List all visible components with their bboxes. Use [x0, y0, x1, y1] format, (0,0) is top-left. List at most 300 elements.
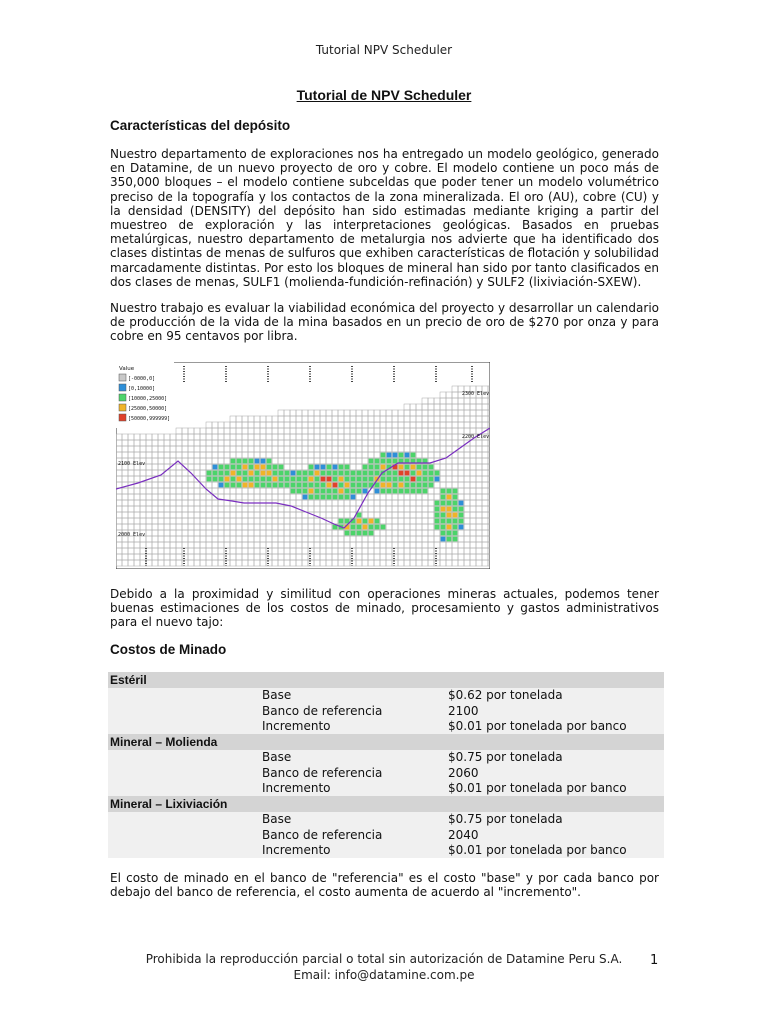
- paragraph-deposit-description: Nuestro departamento de exploraciones nos ha entregado un modelo geológico, generado en Datamine, de un nuevo proyecto de oro y cobre. El modelo contiene un poco más de 350,000 bloques – el modelo contiene subceldas que poder tener un modelo volumétrico preciso de la topografía y los contactos de la zona mineralizada. El oro (AU), cobre (CU) y la densidad (DENSITY) del depósito han sido estimadas mediante kriging a partir del muestreo de exploración y las interpretaciones geológicas. Basados en pruebas metalúrgicas, nuestro departamento de metalurgia nos advierte que ha identificado dos clases distintas de menas de sulfuros que exhiben características de flotación y solubilidad marcadamente distintas. Por esto los bloques de mineral han sido por tanto clasificados en dos clases de menas, SULF1 (molienda-fundición-refinación) y SULF2 (lixiviación-SXEW).: [110, 147, 659, 289]
- ore-block: [351, 483, 356, 488]
- ore-block: [309, 465, 314, 470]
- ore-block: [309, 495, 314, 500]
- ore-block: [339, 489, 344, 494]
- ore-block: [327, 483, 332, 488]
- ore-block: [243, 471, 248, 476]
- ore-block: [453, 513, 458, 518]
- ore-block: [339, 477, 344, 482]
- ore-block: [237, 465, 242, 470]
- ore-block: [303, 477, 308, 482]
- ore-block: [387, 459, 392, 464]
- ore-block: [339, 519, 344, 524]
- ore-block: [297, 477, 302, 482]
- row-label: Base: [260, 750, 446, 766]
- ore-block: [327, 477, 332, 482]
- ore-block: [405, 483, 410, 488]
- ore-block: [351, 477, 356, 482]
- ore-block: [441, 525, 446, 530]
- ore-block: [369, 531, 374, 536]
- ore-block: [387, 471, 392, 476]
- document-title: Tutorial de NPV Scheduler: [296, 87, 472, 103]
- ore-block: [363, 483, 368, 488]
- row-label: Banco de referencia: [260, 703, 446, 719]
- ore-block: [225, 477, 230, 482]
- ore-block: [387, 489, 392, 494]
- ore-block: [285, 483, 290, 488]
- elevation-label: 2200 Elev: [462, 434, 490, 440]
- ore-block: [339, 483, 344, 488]
- ore-block: [375, 459, 380, 464]
- ore-block: [363, 471, 368, 476]
- paragraph-cost-intro: Debido a la proximidad y similitud con operaciones mineras actuales, podemos tener buenas estimaciones de los costos de minado, procesamiento y gastos administrativos para el nuevo tajo:: [110, 587, 659, 630]
- ore-block: [249, 477, 254, 482]
- ore-block: [321, 465, 326, 470]
- ore-block: [261, 459, 266, 464]
- legend-label: [25000,50000]: [128, 406, 168, 412]
- table-row: [108, 703, 664, 719]
- ore-block: [315, 471, 320, 476]
- ore-block: [381, 489, 386, 494]
- ore-block: [243, 483, 248, 488]
- ore-block: [387, 477, 392, 482]
- ore-block: [333, 489, 338, 494]
- ore-block: [399, 453, 404, 458]
- ore-block: [399, 477, 404, 482]
- ore-block: [255, 471, 260, 476]
- legend-swatch: [119, 414, 126, 421]
- ore-block: [231, 471, 236, 476]
- ore-block: [363, 525, 368, 530]
- ore-block: [441, 489, 446, 494]
- ore-block: [441, 501, 446, 506]
- ore-block: [459, 519, 464, 524]
- ore-block: [375, 471, 380, 476]
- row-value: $0.01 por tonelada por banco: [446, 781, 664, 797]
- ore-block: [297, 489, 302, 494]
- ore-block: [423, 489, 428, 494]
- ore-block: [327, 489, 332, 494]
- ore-block: [429, 477, 434, 482]
- ore-block: [333, 477, 338, 482]
- ore-block: [387, 453, 392, 458]
- row-label: Base: [260, 812, 446, 828]
- ore-block: [363, 531, 368, 536]
- ore-block: [369, 525, 374, 530]
- ore-block: [453, 525, 458, 530]
- ore-block: [453, 489, 458, 494]
- ore-block: [381, 465, 386, 470]
- ore-block: [369, 477, 374, 482]
- ore-block: [207, 471, 212, 476]
- ore-block: [345, 531, 350, 536]
- ore-block: [351, 495, 356, 500]
- row-value: $0.01 por tonelada por banco: [446, 719, 664, 735]
- ore-block: [381, 483, 386, 488]
- group-name: Mineral – Lixiviación: [108, 796, 664, 812]
- ore-block: [357, 519, 362, 524]
- row-value: $0.75 por tonelada: [446, 812, 664, 828]
- ore-block: [423, 483, 428, 488]
- elevation-label: 2300 Elev: [462, 391, 490, 397]
- ore-block: [453, 537, 458, 542]
- ore-block: [393, 459, 398, 464]
- row-label: Incremento: [260, 781, 446, 797]
- ore-block: [261, 477, 266, 482]
- ore-block: [273, 483, 278, 488]
- table-row: [108, 688, 664, 704]
- ore-block: [417, 489, 422, 494]
- ore-block: [447, 525, 452, 530]
- ore-block: [435, 525, 440, 530]
- ore-block: [237, 483, 242, 488]
- ore-block: [399, 483, 404, 488]
- legend-swatch: [119, 394, 126, 401]
- ore-block: [273, 477, 278, 482]
- ore-block: [429, 471, 434, 476]
- running-header: Tutorial NPV Scheduler: [315, 43, 453, 57]
- ore-block: [321, 471, 326, 476]
- ore-block: [453, 495, 458, 500]
- ore-block: [345, 483, 350, 488]
- ore-block: [267, 477, 272, 482]
- ore-block: [225, 471, 230, 476]
- ore-block: [459, 507, 464, 512]
- ore-block: [381, 453, 386, 458]
- ore-block: [237, 477, 242, 482]
- ore-block: [291, 471, 296, 476]
- ore-block: [447, 519, 452, 524]
- paragraph-project-goal: Nuestro trabajo es evaluar la viabilidad económica del proyecto y desarrollar un calendario de producción de la vida de la mina basados en un precio de oro de $270 por onza y para cobre en 95 centavos por libra.: [110, 301, 659, 344]
- ore-block: [297, 471, 302, 476]
- ore-block: [405, 471, 410, 476]
- ore-block: [405, 453, 410, 458]
- ore-block: [267, 459, 272, 464]
- ore-block: [351, 489, 356, 494]
- ore-block: [459, 525, 464, 530]
- ore-block: [309, 483, 314, 488]
- ore-block: [213, 465, 218, 470]
- ore-block: [267, 483, 272, 488]
- footer-email: Email: info@datamine.com.pe: [293, 968, 475, 982]
- ore-block: [279, 465, 284, 470]
- ore-block: [327, 471, 332, 476]
- ore-block: [423, 477, 428, 482]
- ore-block: [363, 465, 368, 470]
- ore-block: [261, 471, 266, 476]
- ore-block: [255, 477, 260, 482]
- ore-block: [309, 477, 314, 482]
- ore-block: [345, 495, 350, 500]
- row-label: Incremento: [260, 719, 446, 735]
- ore-block: [441, 537, 446, 542]
- ore-block: [225, 465, 230, 470]
- ore-block: [249, 465, 254, 470]
- ore-block: [219, 477, 224, 482]
- ore-block: [363, 519, 368, 524]
- ore-block: [213, 471, 218, 476]
- ore-block: [447, 495, 452, 500]
- ore-block: [237, 459, 242, 464]
- row-label: Incremento: [260, 843, 446, 859]
- ore-block: [261, 483, 266, 488]
- ore-block: [243, 477, 248, 482]
- footer-copyright: Prohibida la reproducción parcial o total sin autorización de Datamine Peru S.A.: [145, 952, 623, 966]
- ore-block: [375, 465, 380, 470]
- ore-block: [231, 483, 236, 488]
- ore-block: [339, 495, 344, 500]
- table-group-header: [108, 796, 664, 812]
- ore-block: [435, 471, 440, 476]
- ore-block: [369, 465, 374, 470]
- ore-block: [447, 531, 452, 536]
- ore-block: [267, 465, 272, 470]
- ore-block: [441, 531, 446, 536]
- ore-block: [453, 501, 458, 506]
- ore-block: [243, 465, 248, 470]
- ore-block: [441, 495, 446, 500]
- ore-block: [429, 483, 434, 488]
- ore-block: [351, 471, 356, 476]
- ore-block: [231, 477, 236, 482]
- page-number: 1: [650, 953, 659, 968]
- ore-block: [435, 501, 440, 506]
- section-heading-deposit: Características del depósito: [110, 118, 291, 133]
- ore-block: [297, 483, 302, 488]
- ore-block: [309, 489, 314, 494]
- section-heading-mining-costs: Costos de Minado: [110, 642, 227, 657]
- ore-block: [345, 477, 350, 482]
- row-label: Banco de referencia: [260, 765, 446, 781]
- ore-block: [249, 483, 254, 488]
- ore-block: [249, 459, 254, 464]
- ore-block: [423, 471, 428, 476]
- ore-block: [303, 483, 308, 488]
- row-label: Base: [260, 688, 446, 704]
- ore-block: [237, 471, 242, 476]
- ore-block: [441, 507, 446, 512]
- group-name: Mineral – Molienda: [108, 734, 664, 750]
- ore-block: [441, 513, 446, 518]
- ore-block: [393, 453, 398, 458]
- ore-block: [321, 483, 326, 488]
- ore-block: [459, 501, 464, 506]
- ore-block: [243, 459, 248, 464]
- table-group-header: [108, 734, 664, 750]
- ore-block: [447, 507, 452, 512]
- legend-label: [10000,25000]: [128, 396, 168, 402]
- ore-block: [405, 477, 410, 482]
- ore-block: [423, 465, 428, 470]
- table-group-header: [108, 672, 664, 688]
- ore-block: [249, 471, 254, 476]
- ore-block: [363, 489, 368, 494]
- legend-swatch: [119, 374, 126, 381]
- table-row: [108, 750, 664, 766]
- ore-block: [399, 465, 404, 470]
- ore-block: [447, 537, 452, 542]
- ore-block: [417, 483, 422, 488]
- ore-block: [357, 531, 362, 536]
- ore-block: [219, 483, 224, 488]
- ore-block: [231, 459, 236, 464]
- ore-block: [369, 519, 374, 524]
- mining-costs-table: [108, 672, 664, 858]
- ore-block: [447, 513, 452, 518]
- ore-block: [357, 513, 362, 518]
- ore-block: [315, 489, 320, 494]
- elevation-label: 2100 Elev: [118, 461, 146, 467]
- ore-block: [303, 495, 308, 500]
- ore-block: [333, 471, 338, 476]
- ore-block: [429, 465, 434, 470]
- row-value: $0.62 por tonelada: [446, 688, 664, 704]
- ore-block: [405, 465, 410, 470]
- ore-block: [411, 477, 416, 482]
- ore-block: [321, 495, 326, 500]
- ore-block: [315, 465, 320, 470]
- ore-block: [255, 459, 260, 464]
- table-row: [108, 781, 664, 797]
- ore-block: [447, 489, 452, 494]
- ore-block: [351, 525, 356, 530]
- ore-block: [291, 483, 296, 488]
- table-row: [108, 812, 664, 828]
- ore-block: [375, 525, 380, 530]
- ore-block: [453, 519, 458, 524]
- legend-label: [0,10000]: [128, 386, 156, 392]
- ore-block: [333, 483, 338, 488]
- row-value: $0.75 por tonelada: [446, 750, 664, 766]
- ore-block: [315, 495, 320, 500]
- ore-block: [285, 471, 290, 476]
- ore-block: [357, 525, 362, 530]
- ore-block: [393, 471, 398, 476]
- ore-block: [339, 465, 344, 470]
- ore-block: [417, 471, 422, 476]
- ore-block: [225, 483, 230, 488]
- ore-block: [303, 471, 308, 476]
- elevation-label: 2000 Elev: [118, 532, 146, 538]
- ore-block: [273, 471, 278, 476]
- ore-block: [357, 483, 362, 488]
- ore-block: [381, 459, 386, 464]
- ore-block: [309, 471, 314, 476]
- ore-block: [393, 477, 398, 482]
- ore-block: [345, 465, 350, 470]
- legend-label: [50000,999999]: [128, 416, 171, 422]
- ore-block: [381, 525, 386, 530]
- ore-block: [273, 465, 278, 470]
- ore-block: [435, 507, 440, 512]
- ore-block: [399, 489, 404, 494]
- ore-block: [369, 471, 374, 476]
- table-row: [108, 765, 664, 781]
- ore-block: [453, 507, 458, 512]
- table-row: [108, 719, 664, 735]
- legend-swatch: [119, 384, 126, 391]
- ore-block: [291, 489, 296, 494]
- ore-block: [279, 471, 284, 476]
- ore-block: [315, 483, 320, 488]
- legend-swatch: [119, 404, 126, 411]
- ore-block: [327, 465, 332, 470]
- table-row: [108, 827, 664, 843]
- ore-block: [357, 489, 362, 494]
- ore-block: [411, 483, 416, 488]
- table-row: [108, 843, 664, 859]
- ore-block: [453, 531, 458, 536]
- ore-block: [291, 477, 296, 482]
- ore-block: [279, 483, 284, 488]
- ore-block: [357, 477, 362, 482]
- ore-block: [369, 459, 374, 464]
- ore-block: [207, 477, 212, 482]
- block-model-section-figure: [116, 362, 490, 569]
- ore-block: [399, 471, 404, 476]
- ore-block: [417, 477, 422, 482]
- ore-block: [267, 471, 272, 476]
- ore-block: [255, 483, 260, 488]
- legend-title: Value: [119, 366, 135, 372]
- ore-block: [435, 519, 440, 524]
- ore-block: [315, 477, 320, 482]
- row-value: $0.01 por tonelada por banco: [446, 843, 664, 859]
- row-value: 2040: [446, 827, 664, 843]
- ore-block: [411, 453, 416, 458]
- ore-block: [411, 465, 416, 470]
- legend-label: [-0000,0]: [128, 376, 156, 382]
- ore-block: [459, 513, 464, 518]
- ore-block: [213, 477, 218, 482]
- ore-block: [327, 495, 332, 500]
- ore-block: [381, 477, 386, 482]
- row-label: Banco de referencia: [260, 827, 446, 843]
- ore-block: [363, 477, 368, 482]
- ore-block: [411, 489, 416, 494]
- ore-block: [375, 519, 380, 524]
- ore-block: [387, 483, 392, 488]
- ore-block: [279, 477, 284, 482]
- ore-block: [333, 465, 338, 470]
- row-value: 2060: [446, 765, 664, 781]
- ore-block: [405, 489, 410, 494]
- ore-block: [321, 489, 326, 494]
- block-model-image: [116, 362, 490, 569]
- ore-block: [255, 465, 260, 470]
- ore-block: [411, 471, 416, 476]
- ore-block: [261, 465, 266, 470]
- ore-block: [447, 501, 452, 506]
- ore-block: [351, 531, 356, 536]
- ore-block: [339, 471, 344, 476]
- ore-block: [321, 477, 326, 482]
- figure-legend: [116, 362, 174, 428]
- ore-block: [375, 489, 380, 494]
- ore-block: [303, 489, 308, 494]
- row-value: 2100: [446, 703, 664, 719]
- ore-block: [357, 471, 362, 476]
- ore-block: [393, 483, 398, 488]
- ore-block: [417, 465, 422, 470]
- ore-block: [231, 465, 236, 470]
- ore-block: [393, 489, 398, 494]
- ore-block: [345, 489, 350, 494]
- ore-block: [285, 477, 290, 482]
- group-name: Estéril: [108, 672, 664, 688]
- ore-block: [333, 495, 338, 500]
- paragraph-cost-explanation: El costo de minado en el banco de "referencia" es el costo "base" y por cada banco por debajo del banco de referencia, el costo aumenta de acuerdo al "incremento".: [110, 871, 659, 900]
- ore-block: [345, 471, 350, 476]
